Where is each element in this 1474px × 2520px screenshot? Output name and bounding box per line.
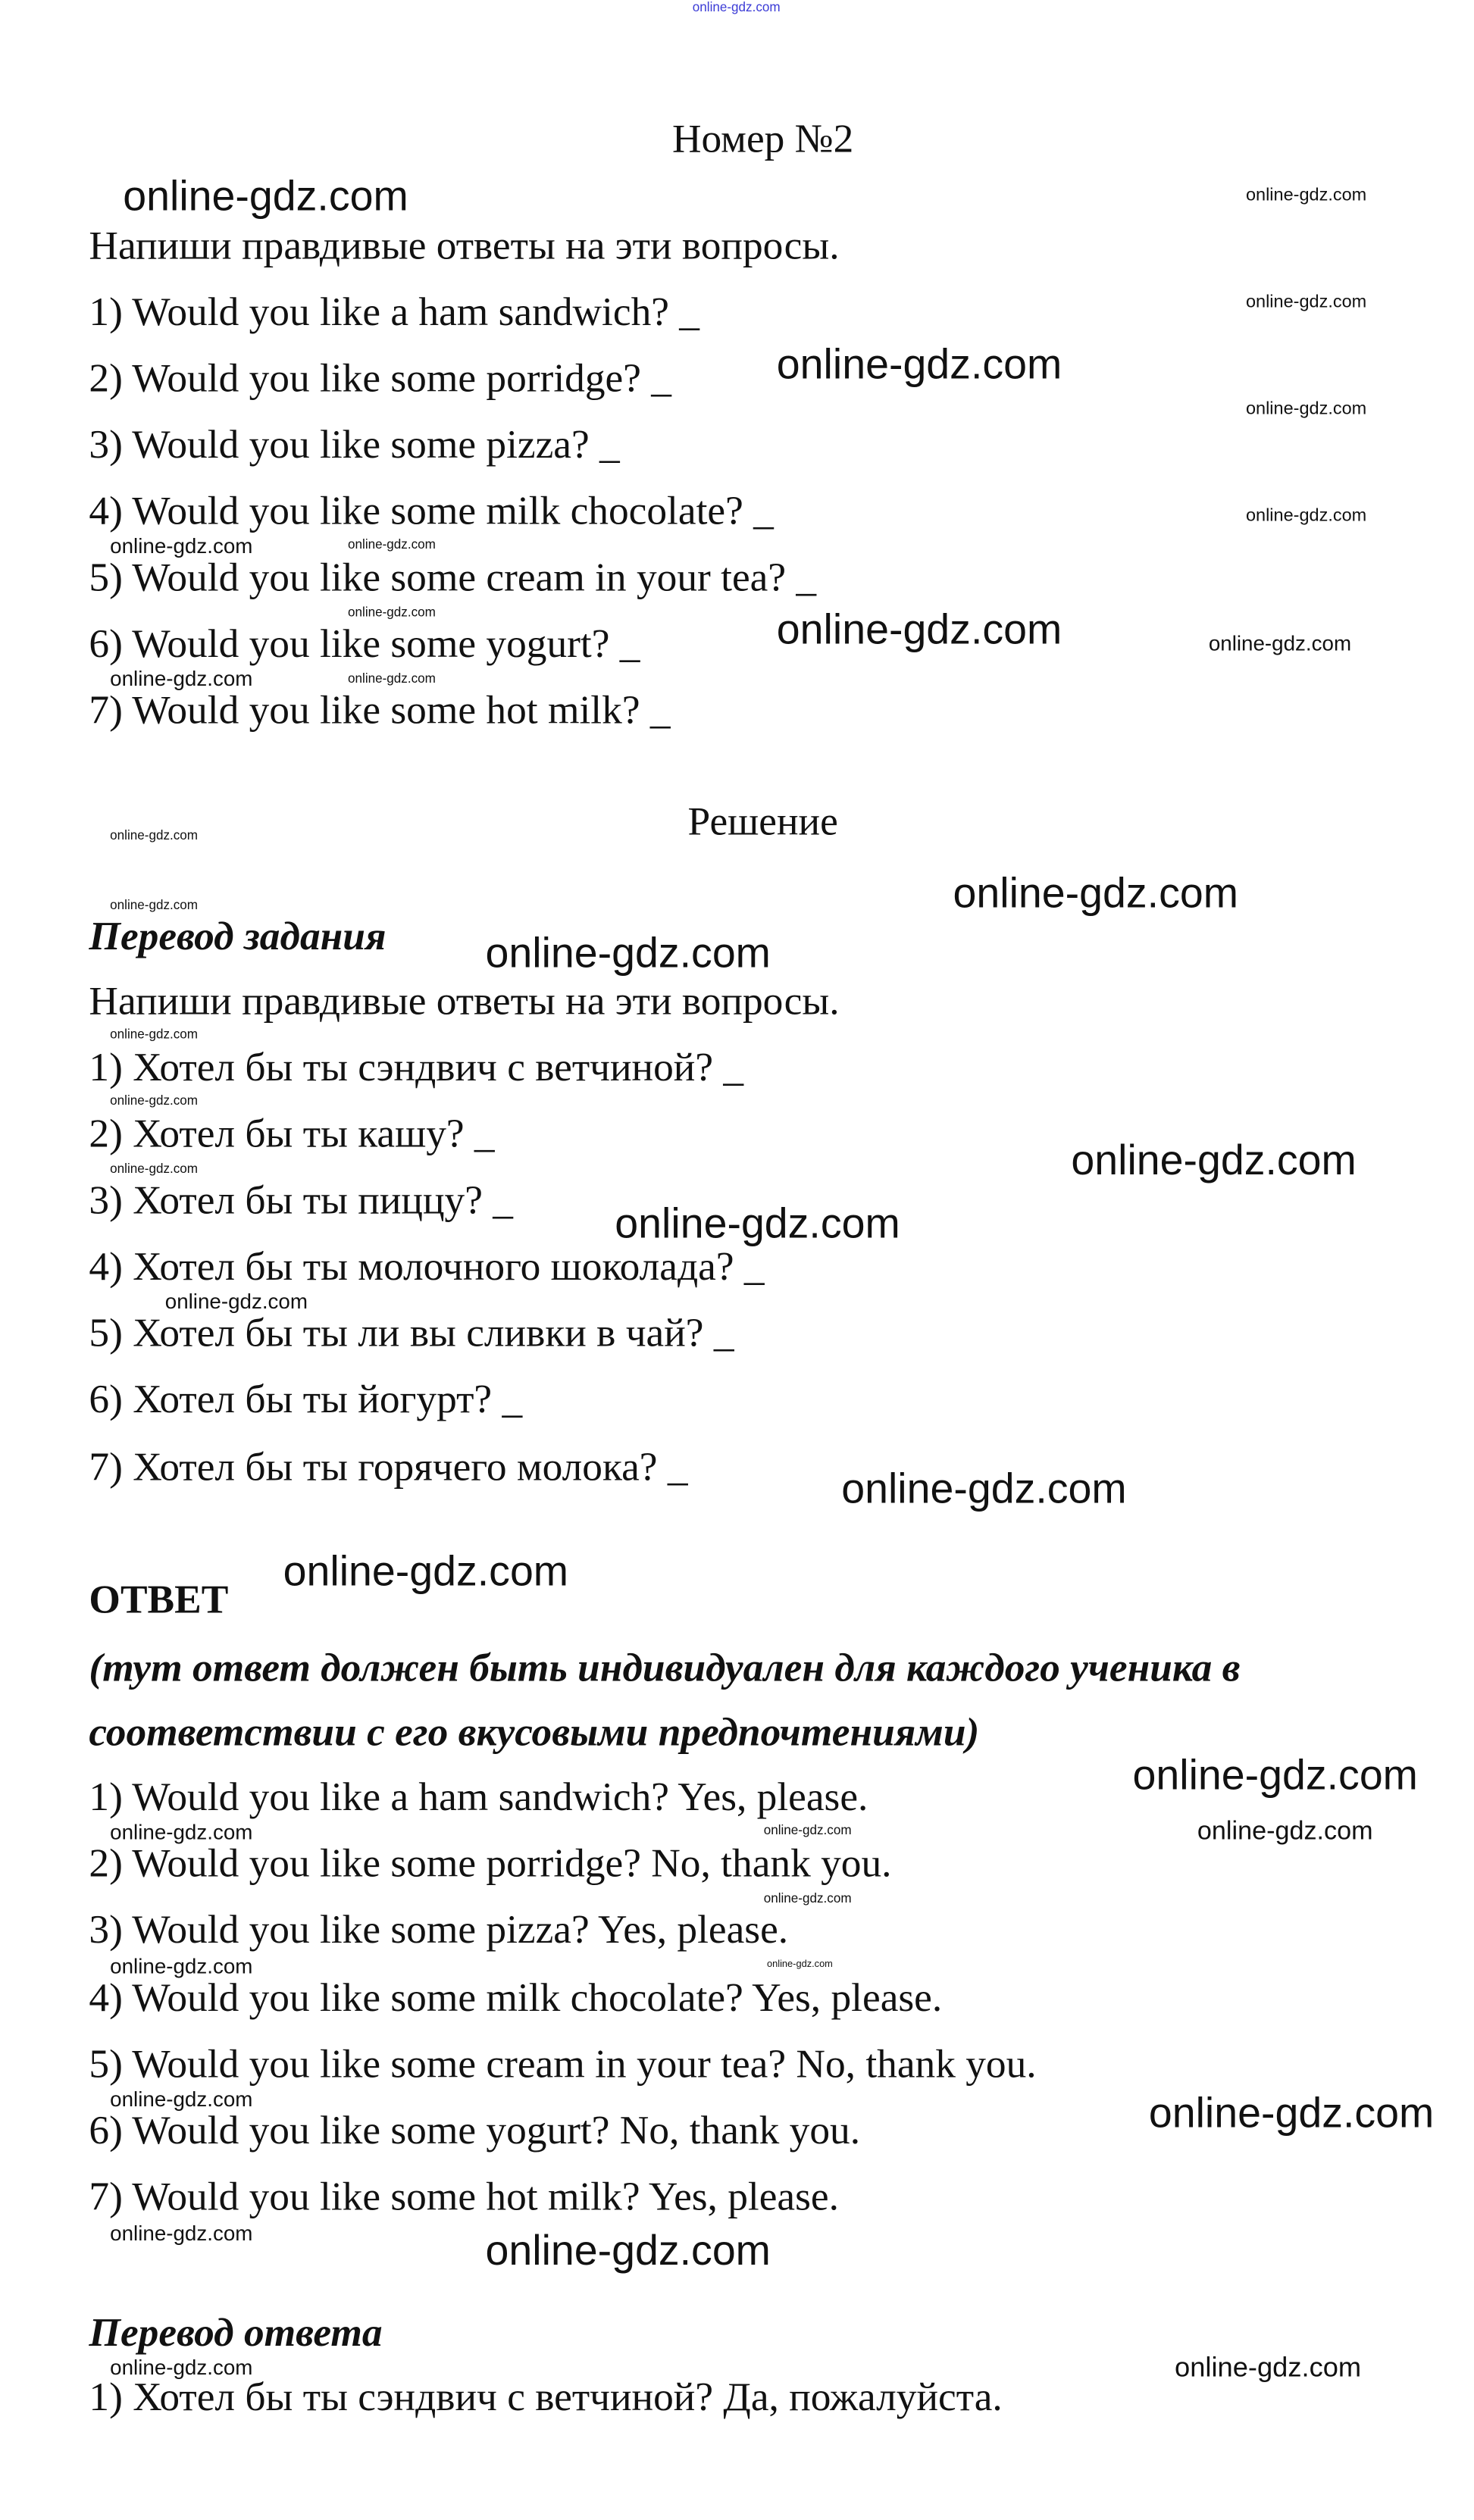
watermark: online-gdz.com	[283, 1546, 569, 1596]
answer-note-line-1: (тут ответ должен быть индивидуален для каждого ученика в	[89, 1646, 1241, 1691]
watermark: online-gdz.com	[110, 897, 199, 913]
watermark: online-gdz.com	[1245, 399, 1367, 419]
watermark: online-gdz.com	[110, 666, 253, 691]
answer-heading: ОТВЕТ	[89, 1578, 229, 1623]
question-3: 3) Would you like some pizza? _	[89, 424, 620, 468]
answer-3: 3) Would you like some pizza? Yes, please.	[89, 1909, 789, 1953]
watermark: online-gdz.com	[110, 1954, 253, 1979]
question-2: 2) Would you like some porridge? _	[89, 357, 671, 402]
watermark: online-gdz.com	[763, 1890, 852, 1906]
solution-heading: Решение	[687, 800, 838, 845]
translation-6: 6) Хотел бы ты йогурт? _	[89, 1378, 523, 1422]
answer-2: 2) Would you like some porridge? No, thank you.	[89, 1842, 892, 1887]
translation-instruction: Напиши правдивые ответы на эти вопросы.	[89, 980, 840, 1024]
watermark: online-gdz.com	[615, 1199, 900, 1248]
watermark: online-gdz.com	[1197, 1818, 1373, 1846]
watermark: online-gdz.com	[485, 928, 771, 977]
watermark: online-gdz.com	[763, 1823, 852, 1838]
watermark: online-gdz.com	[110, 1819, 253, 1844]
watermark: online-gdz.com	[110, 2087, 253, 2112]
watermark: online-gdz.com	[1245, 186, 1367, 206]
watermark: online-gdz.com	[692, 0, 781, 15]
watermark: online-gdz.com	[485, 2225, 771, 2275]
translation-4: 4) Хотел бы ты молочного шоколада? _	[89, 1245, 765, 1290]
task-instruction: Напиши правдивые ответы на эти вопросы.	[89, 224, 840, 269]
watermark: online-gdz.com	[776, 605, 1062, 654]
translation-heading: Перевод задания	[89, 915, 386, 960]
translation-3: 3) Хотел бы ты пиццу? _	[89, 1179, 513, 1224]
answer-5: 5) Would you like some cream in your tea? No, thank you.	[89, 2043, 1037, 2087]
watermark: online-gdz.com	[1071, 1135, 1357, 1184]
watermark: online-gdz.com	[123, 171, 408, 220]
answer-note-line-2: соответствии с его вкусовыми предпочтениями)	[89, 1711, 980, 1756]
watermark: online-gdz.com	[110, 1093, 199, 1108]
translation-1: 1) Хотел бы ты сэндвич с ветчиной? _	[89, 1046, 744, 1090]
watermark: online-gdz.com	[1148, 2088, 1435, 2137]
question-6: 6) Would you like some yogurt? _	[89, 622, 640, 667]
watermark: online-gdz.com	[953, 868, 1238, 918]
answer-7: 7) Would you like some hot milk? Yes, please.	[89, 2175, 839, 2220]
watermark: online-gdz.com	[1132, 1750, 1418, 1799]
answer-translation-heading: Перевод ответа	[89, 2311, 383, 2356]
answer-4: 4) Would you like some milk chocolate? Yes, please.	[89, 1976, 943, 2021]
question-7: 7) Would you like some hot milk? _	[89, 689, 671, 733]
watermark: online-gdz.com	[110, 828, 199, 843]
watermark: online-gdz.com	[164, 1289, 308, 1314]
watermark: online-gdz.com	[841, 1464, 1127, 1513]
watermark: online-gdz.com	[776, 339, 1062, 389]
question-5: 5) Would you like some cream in your tea? _	[89, 556, 817, 601]
watermark: online-gdz.com	[1245, 506, 1367, 526]
translation-2: 2) Хотел бы ты кашу? _	[89, 1112, 495, 1157]
watermark: online-gdz.com	[110, 2355, 253, 2380]
watermark: online-gdz.com	[110, 1161, 199, 1177]
question-1: 1) Would you like a ham sandwich? _	[89, 291, 699, 335]
watermark: online-gdz.com	[1245, 292, 1367, 313]
page-title: Номер №2	[671, 117, 854, 162]
answer-1: 1) Would you like a ham sandwich? Yes, please.	[89, 1776, 868, 1820]
watermark: online-gdz.com	[348, 671, 436, 686]
answer-translation-1: 1) Хотел бы ты сэндвич с ветчиной? Да, пожалуйста.	[89, 2376, 1003, 2420]
question-4: 4) Would you like some milk chocolate? _	[89, 489, 774, 534]
watermark: online-gdz.com	[110, 533, 253, 558]
translation-7: 7) Хотел бы ты горячего молока? _	[89, 1446, 688, 1490]
watermark: online-gdz.com	[766, 1960, 833, 1971]
watermark: online-gdz.com	[1175, 2352, 1362, 2383]
translation-5: 5) Хотел бы ты ли вы сливки в чай? _	[89, 1312, 734, 1356]
answer-6: 6) Would you like some yogurt? No, thank you.	[89, 2109, 861, 2153]
watermark: online-gdz.com	[110, 1027, 199, 1042]
watermark: online-gdz.com	[1208, 630, 1352, 655]
watermark: online-gdz.com	[110, 2221, 253, 2246]
watermark: online-gdz.com	[348, 536, 436, 552]
watermark: online-gdz.com	[348, 605, 436, 620]
